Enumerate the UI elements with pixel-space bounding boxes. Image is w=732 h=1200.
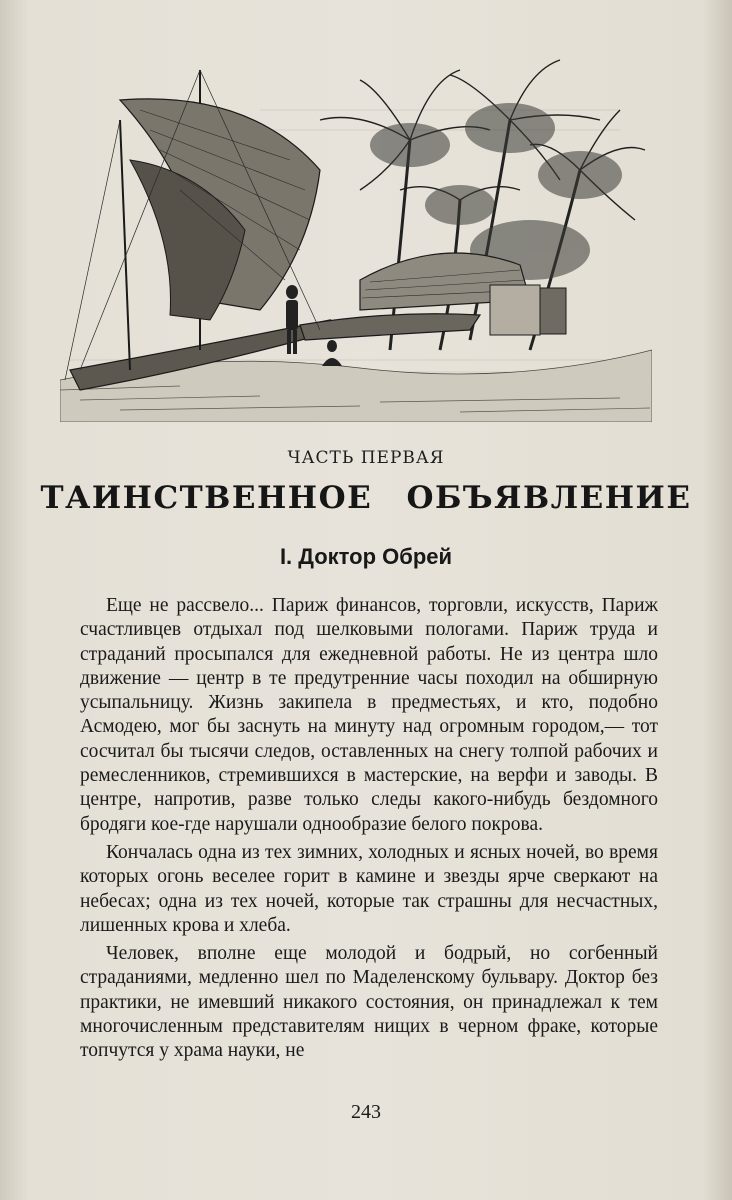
book-part-title: ТАИНСТВЕННОЕ ОБЪЯВЛЕНИЕ xyxy=(40,480,692,516)
chapter-body xyxy=(80,594,658,1068)
tropical-shore-engraving xyxy=(60,50,652,422)
page-number: 243 xyxy=(351,1101,381,1123)
paragraph: Кончалась одна из тех зимних, холодных и ясных ночей, во время которых огонь веселее горит в камине и звезды ярче сверкают на небесах; одна из тех ночей, которые так страшны для несчастных, лишенных крова и хлеба. xyxy=(80,841,658,936)
paragraph: Еще не рассвело... Париж финансов, торговли, искусств, Париж счастливцев отдыхал под шелковыми пологами. Париж труда и страданий просыпался для ежедневной работы. Не из центра шло движение — центр в те предутренние часы походил на обширную усыпальницу. Жизнь закипела в предместьях, и кто, подобно Асмодею, мог бы заснуть на минуту над огромным городом,— тот сосчитал бы тысячи следов, оставленных на снегу толпой рабочих и ремесленников, стремившихся в мастерские, на верфи и заводы. В центре, напротив, разве только следы какого-нибудь бездомного бродяги кое-где нарушали однообразие белого покрова. xyxy=(80,595,658,835)
part-label: ЧАСТЬ ПЕРВАЯ xyxy=(287,448,445,468)
paragraph: Человек, вполне еще молодой и бодрый, но согбенный страданиями, медленно шел по Маделенскому бульвару. Доктор без практики, не имевший никакого состояния, он принадлежал к тем многочисленным представителям нищих в черном фраке, которые топчутся у храма науки, не xyxy=(80,943,658,1062)
chapter-heading: I. Доктор Обрей xyxy=(279,544,453,569)
